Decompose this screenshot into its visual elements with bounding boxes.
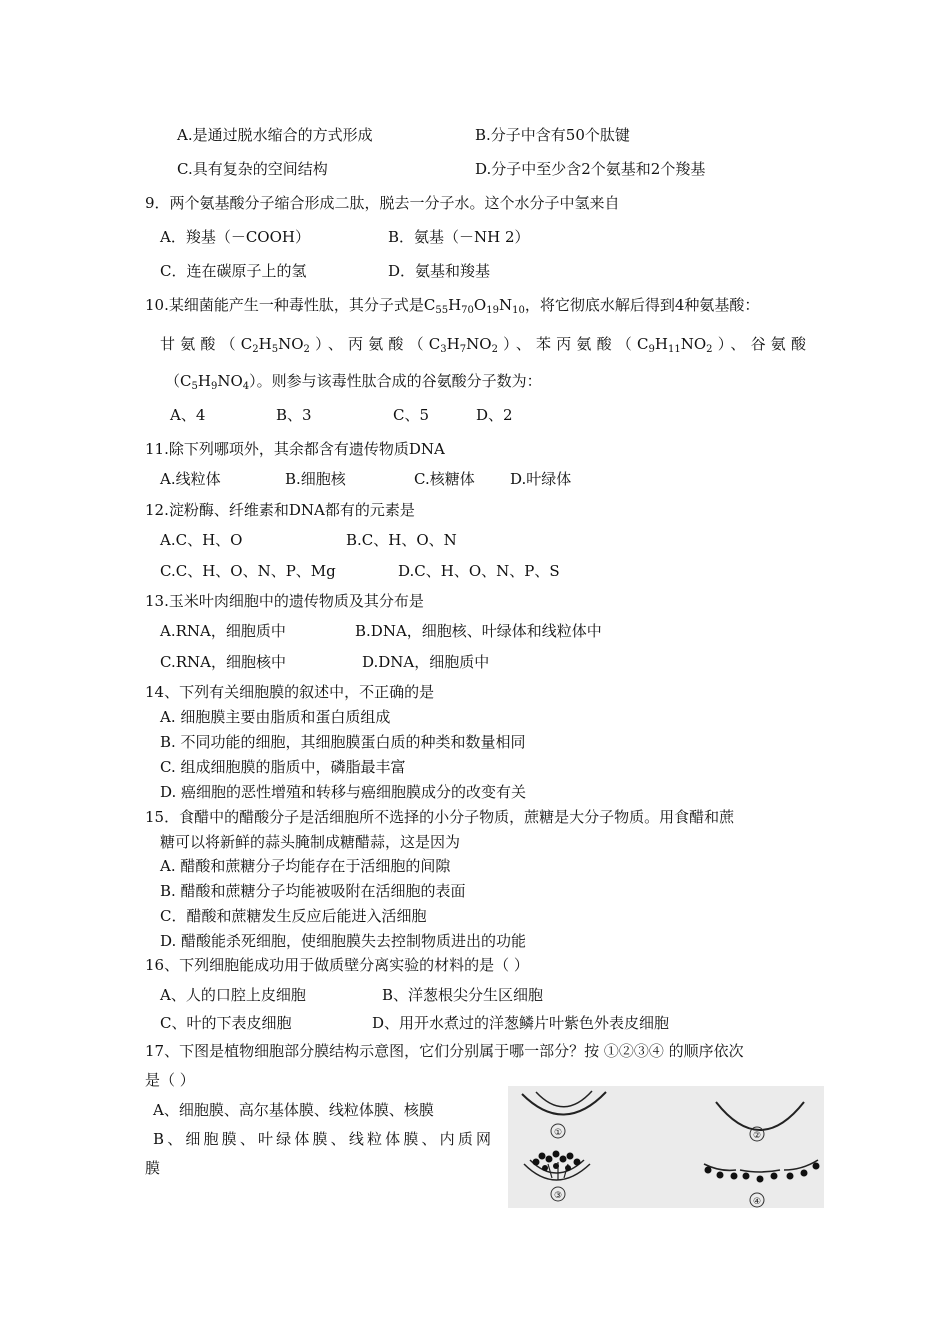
q13-option-a: A.RNA，细胞质中 (160, 622, 286, 640)
figure-panel-2 (716, 1102, 804, 1141)
q11-stem: 11.除下列哪项外，其余都含有遗传物质DNA (145, 440, 445, 458)
figure-panel-3 (524, 1151, 590, 1202)
q15-option-a: A. 醋酸和蔗糖分子均能存在于活细胞的间隙 (160, 857, 451, 875)
q10-amino-acid-list: 甘氨酸$(C_2H_5NO_2)$、丙氨酸$(C_3H_7NO_2)$、苯丙氨酸$(C_9H_{11}NO_2)$、谷氨酸 (160, 335, 806, 355)
q15-option-c: C．醋酸和蔗糖发生反应后能进入活细胞 (160, 907, 427, 925)
q15-stem-line1: 15．食醋中的醋酸分子是活细胞所不选择的小分子物质，蔗糖是大分子物质。用食醋和蔗 (145, 808, 735, 826)
q10-stem-post: ，将它彻底水解后得到4种氨基酸： (524, 296, 760, 314)
q14-option-a: A. 细胞膜主要由脂质和蛋白质组成 (160, 708, 391, 726)
figure-panel-1 (522, 1091, 606, 1138)
q12-option-a: A.C、H、O (160, 531, 243, 549)
q9-option-d: D．氨基和羧基 (388, 262, 491, 280)
q16-option-d: D、用开水煮过的洋葱鳞片叶紫色外表皮细胞 (372, 1014, 670, 1032)
q8-option-a: A.是通过脱水缩合的方式形成 (177, 126, 373, 144)
q10-formula: $C_{55}H_{70}O_{19}N_{10}$ (423, 296, 525, 316)
q16-option-a: A、人的口腔上皮细胞 (160, 986, 306, 1004)
q10-option-c: C、5 (393, 406, 430, 424)
q17-option-b-line1: B、细胞膜、叶绿体膜、线粒体膜、内质网 (153, 1130, 491, 1148)
q13-stem: 13.玉米叶肉细胞中的遗传物质及其分布是 (145, 592, 424, 610)
q11-option-c: C.核糖体 (414, 470, 475, 488)
q10-option-d: D、2 (476, 406, 513, 424)
q8-option-b: B.分子中含有50个肽键 (475, 126, 630, 144)
q14-stem: 14、下列有关细胞膜的叙述中，不正确的是 (145, 683, 435, 701)
q17-stem-line1: 17、下图是植物细胞部分膜结构示意图，它们分别属于哪一部分？按 ①②③④ 的顺序依次 (145, 1042, 744, 1060)
q10-stem (145, 296, 760, 316)
q16-stem: 16、下列细胞能成功用于做质壁分离实验的材料的是（ ） (145, 956, 529, 974)
q17-option-a: A、细胞膜、高尔基体膜、线粒体膜、核膜 (153, 1101, 434, 1119)
q9-option-b: B．氨基（－NH 2） (388, 228, 530, 246)
q12-option-c: C.C、H、O、N、P、Mg (160, 562, 336, 580)
figure-panel-4 (704, 1160, 820, 1207)
q9-stem: 9．两个氨基酸分子缩合形成二肽，脱去一分子水。这个水分子中氢来自 (145, 194, 620, 212)
q10-option-a: A、4 (170, 406, 206, 424)
q16-option-b: B、洋葱根尖分生区细胞 (382, 986, 544, 1004)
q11-option-b: B.细胞核 (285, 470, 346, 488)
q14-option-c: C. 组成细胞膜的脂质中，磷脂最丰富 (160, 758, 406, 776)
q14-option-d: D. 癌细胞的恶性增殖和转移与癌细胞膜成分的改变有关 (160, 783, 527, 801)
figure-label-3: ③ (553, 1191, 563, 1201)
q14-option-b: B. 不同功能的细胞，其细胞膜蛋白质的种类和数量相同 (160, 733, 526, 751)
q10-stem-pre: 10.某细菌能产生一种毒性肽，其分子式是 (145, 296, 424, 314)
figure-label-2: ② (752, 1131, 762, 1141)
q13-option-c: C.RNA，细胞核中 (160, 653, 286, 671)
q17-option-b-line2: 膜 (145, 1159, 161, 1177)
q12-stem: 12.淀粉酶、纤维素和DNA都有的元素是 (145, 501, 415, 519)
q9-option-a: A．羧基（－COOH） (160, 228, 310, 246)
q12-option-b: B.C、H、O、N (346, 531, 457, 549)
q8-option-d: D.分子中至少含2个氨基和2个羧基 (475, 160, 706, 178)
q11-option-d: D.叶绿体 (510, 470, 572, 488)
q17-stem-line2: 是（ ） (145, 1071, 195, 1089)
q10-option-b: B、3 (276, 406, 312, 424)
q15-option-b: B. 醋酸和蔗糖分子均能被吸附在活细胞的表面 (160, 882, 466, 900)
q13-option-d: D.DNA，细胞质中 (362, 653, 490, 671)
q9-option-c: C．连在碳原子上的氢 (160, 262, 307, 280)
q8-option-c: C.具有复杂的空间结构 (177, 160, 328, 178)
figure-label-4: ④ (752, 1197, 762, 1207)
q13-option-b: B.DNA，细胞核、叶绿体和线粒体中 (355, 622, 602, 640)
q15-option-d: D. 醋酸能杀死细胞，使细胞膜失去控制物质进出的功能 (160, 932, 527, 950)
figure-label-1: ① (553, 1128, 563, 1138)
q10-stem-tail: $(C_5H_9NO_4)$。则参与该毒性肽合成的谷氨酸分子数为： (165, 372, 542, 392)
membrane-structure-figure (508, 1086, 824, 1208)
q12-option-d: D.C、H、O、N、P、S (398, 562, 560, 580)
q15-stem-line2: 糖可以将新鲜的蒜头腌制成糖醋蒜，这是因为 (160, 833, 461, 851)
q16-option-c: C、叶的下表皮细胞 (160, 1014, 292, 1032)
q11-option-a: A.线粒体 (160, 470, 221, 488)
